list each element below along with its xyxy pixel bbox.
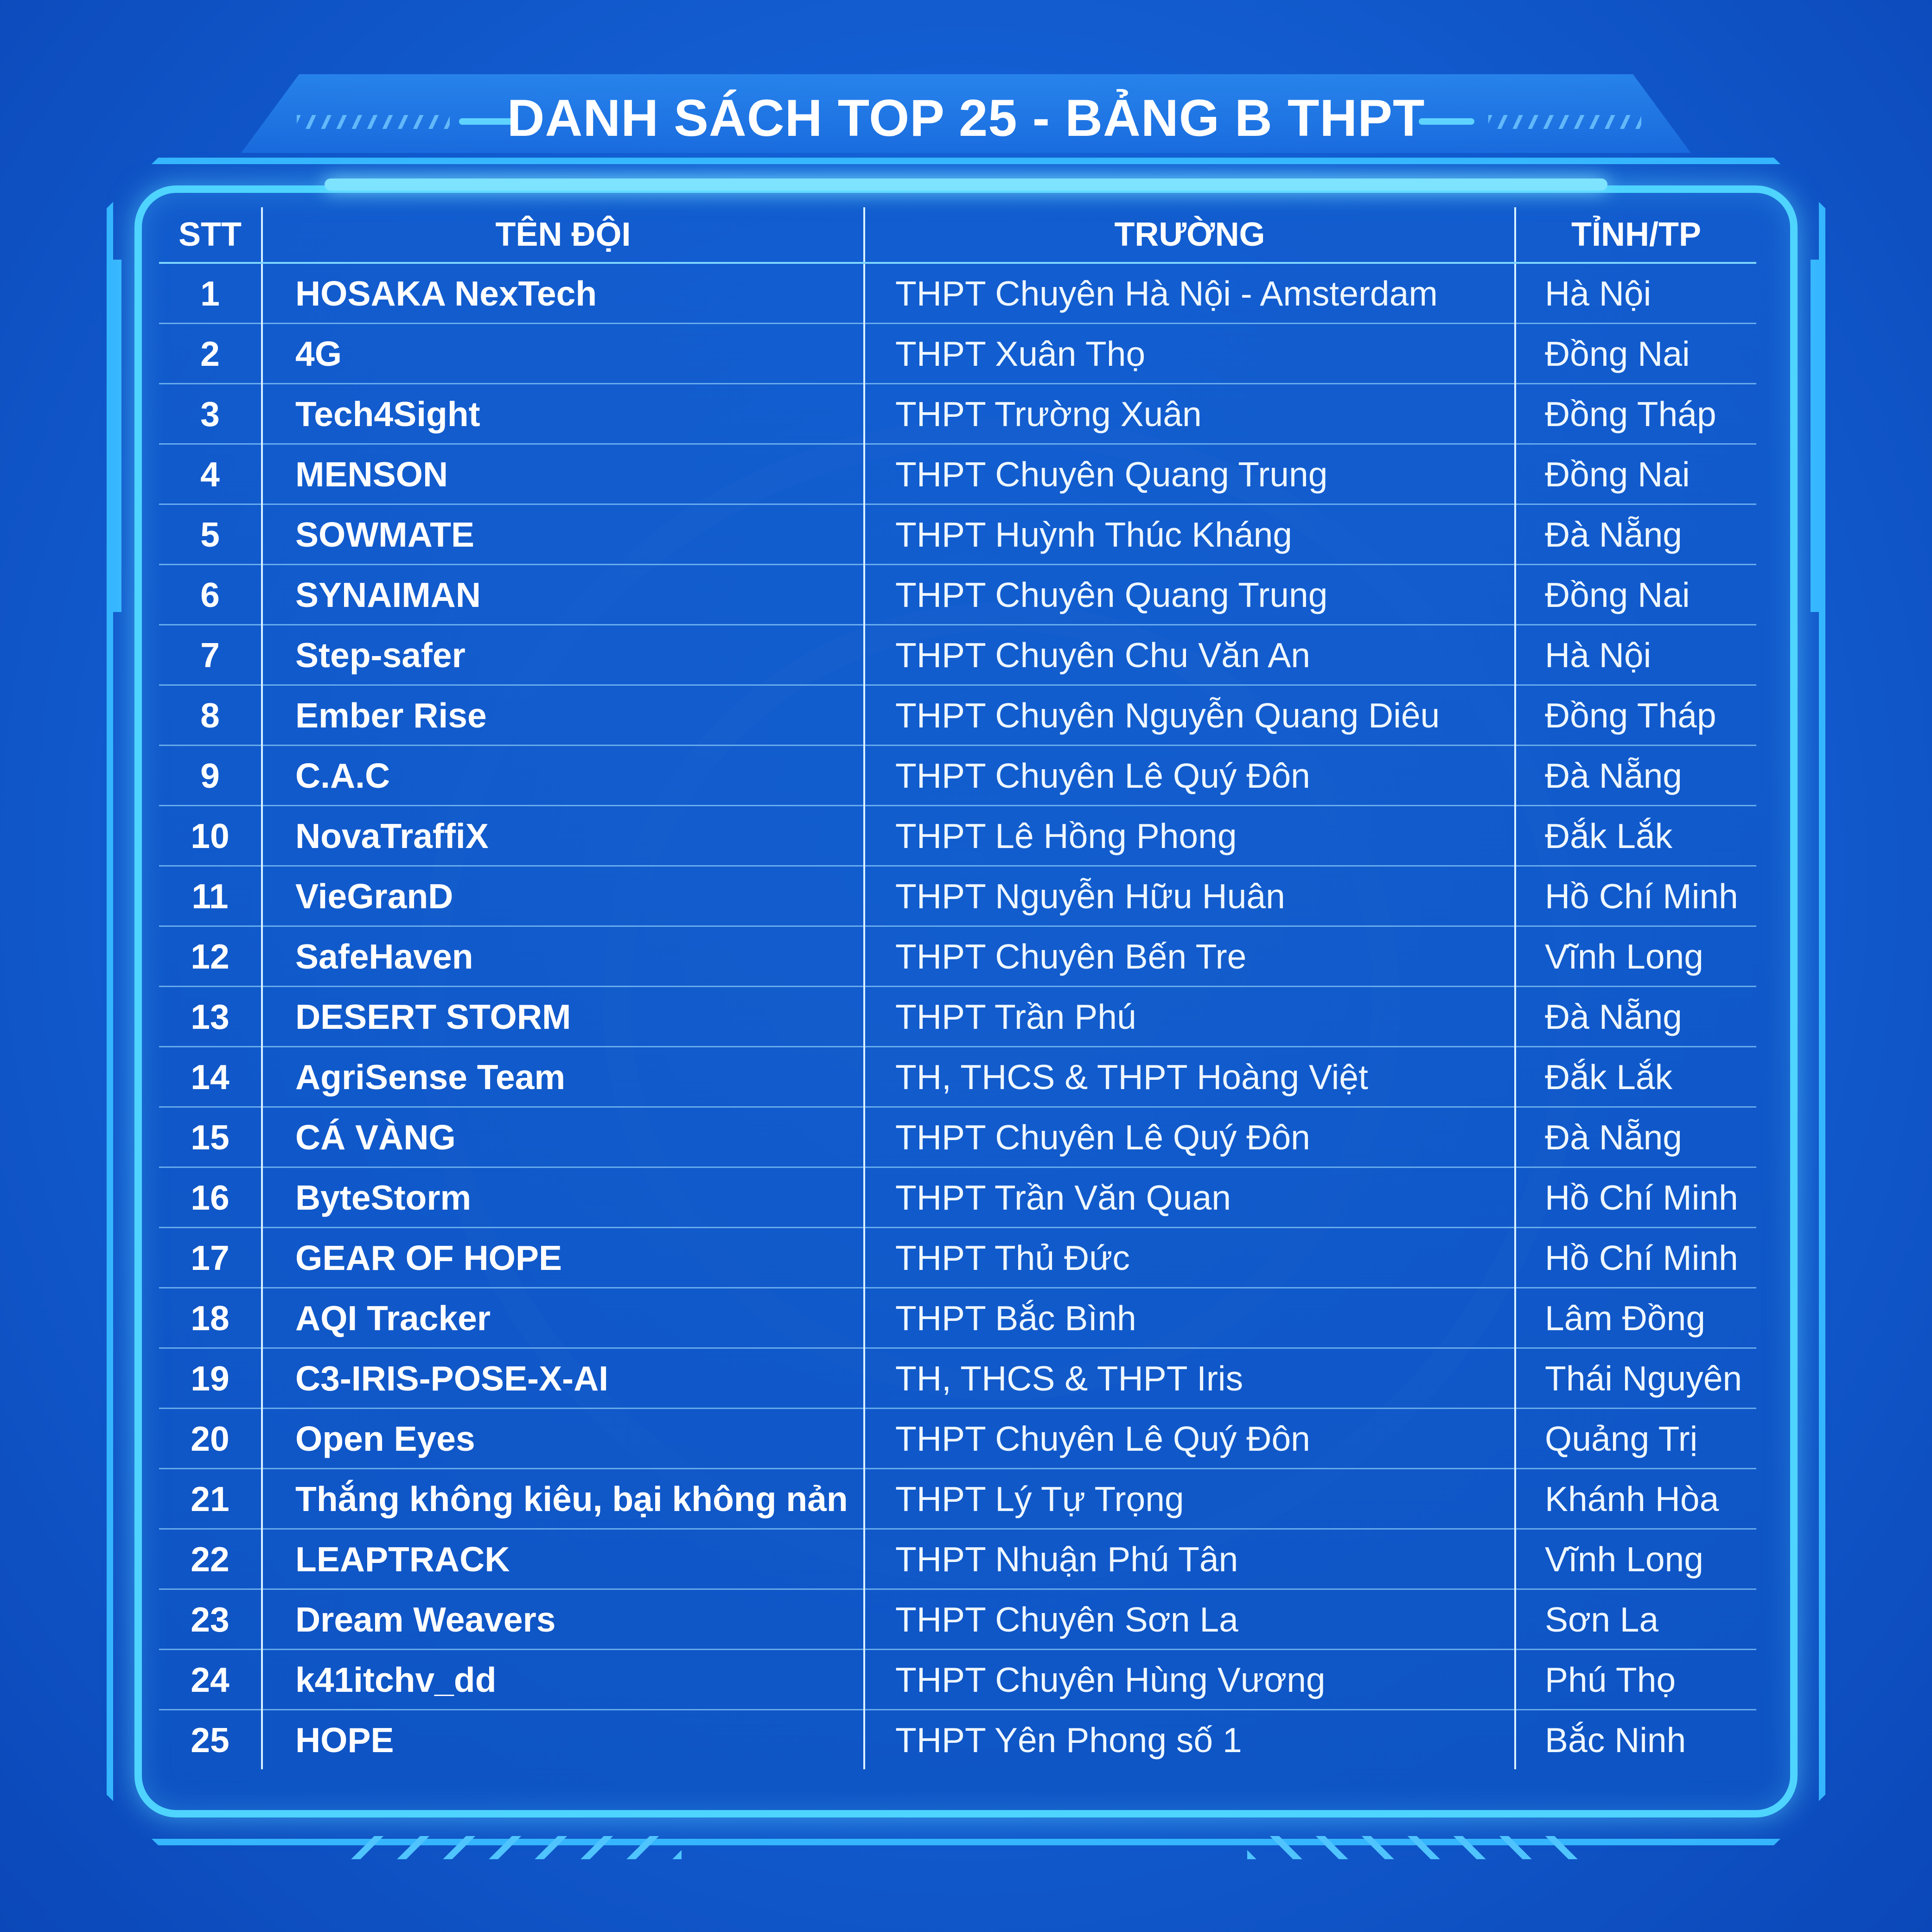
cell-stt: 3 — [159, 384, 262, 444]
cell-school: TH, THCS & THPT Iris — [864, 1348, 1515, 1409]
cell-team: SafeHaven — [262, 926, 864, 987]
cell-province: Bắc Ninh — [1545, 1720, 1686, 1760]
cell-province: Khánh Hòa — [1515, 1469, 1756, 1529]
table-row — [159, 1529, 1756, 1589]
cell-province: Vĩnh Long — [1515, 926, 1756, 987]
cell-stt: 14 — [159, 1047, 262, 1107]
side-frame-tab — [108, 260, 121, 612]
cell-school: TH, THCS & THPT Hoàng Việt — [864, 1047, 1515, 1107]
cell-team: GEAR OF HOPE — [262, 1228, 864, 1288]
cell-team: k41itchv_dd — [262, 1650, 864, 1710]
table-row — [159, 1288, 1756, 1348]
table-row — [159, 444, 1756, 504]
cell-stt: 25 — [159, 1710, 262, 1770]
cell-school: THPT Yên Phong số 1 — [864, 1710, 1515, 1770]
cell-province: Đà Nẵng — [1515, 1107, 1756, 1167]
cell-school: THPT Trần Phú — [864, 987, 1515, 1047]
cell-stt: 16 — [159, 1167, 262, 1228]
cell-team: Dream Weavers — [262, 1589, 864, 1650]
cell-school: THPT Thủ Đức — [864, 1228, 1515, 1288]
cell-stt: 7 — [159, 625, 262, 685]
cell-stt: 24 — [159, 1650, 262, 1710]
cell-team: NovaTraffiX — [262, 806, 864, 866]
cell-team: Tech4Sight — [262, 384, 864, 444]
cell-school: THPT Nhuận Phú Tân — [864, 1529, 1515, 1589]
cell-team: ByteStorm — [262, 1167, 864, 1228]
table-row — [159, 324, 1756, 384]
cell-stt: 19 — [159, 1348, 262, 1409]
page-title: DANH SÁCH TOP 25 - BẢNG B THPT — [507, 89, 1425, 147]
header-province: TỈNH/TP — [1515, 207, 1756, 263]
cell-stt: 18 — [159, 1288, 262, 1348]
cell-stt: 5 — [159, 504, 262, 565]
cell-school: THPT Chuyên Lê Quý Đôn — [864, 1409, 1515, 1469]
cell-team: HOPE — [262, 1710, 864, 1770]
cell-stt: 8 — [159, 685, 262, 746]
cell-stt: 10 — [159, 806, 262, 866]
cell-school: THPT Chuyên Quang Trung — [864, 444, 1515, 504]
cell-school: THPT Xuân Thọ — [864, 324, 1515, 384]
cell-school: THPT Lê Hồng Phong — [864, 806, 1515, 866]
cell-school: THPT Chuyên Nguyễn Quang Diêu — [864, 685, 1515, 746]
cell-province: Lâm Đồng — [1515, 1288, 1756, 1348]
table-row — [159, 1710, 1756, 1770]
cell-team: HOSAKA NexTech — [262, 263, 864, 324]
cell-province: Đà Nẵng — [1515, 504, 1756, 565]
cell-team: Open Eyes — [262, 1409, 864, 1469]
cell-province: Đồng Nai — [1515, 444, 1756, 504]
cell-school: THPT Chuyên Sơn La — [864, 1589, 1515, 1650]
cell-school: THPT Chuyên Hà Nội - Amsterdam — [864, 263, 1515, 324]
cell-school: THPT Bắc Bình — [864, 1288, 1515, 1348]
cell-team: CÁ VÀNG — [262, 1107, 864, 1167]
cell-stt: 4 — [159, 444, 262, 504]
cell-stt: 20 — [159, 1409, 262, 1469]
cell-province: Hồ Chí Minh — [1515, 866, 1756, 926]
cell-team: SOWMATE — [262, 504, 864, 565]
table-row — [159, 987, 1756, 1047]
cell-province: Hà Nội — [1515, 625, 1756, 685]
cell-school: THPT Chuyên Chu Văn An — [864, 625, 1515, 685]
cell-school: THPT Huỳnh Thúc Kháng — [864, 504, 1515, 565]
table-row — [159, 625, 1756, 685]
cell-team: C.A.C — [262, 746, 864, 806]
cell-stt: 13 — [159, 987, 262, 1047]
cell-stt: 21 — [159, 1469, 262, 1529]
header-school: TRƯỜNG — [864, 207, 1515, 263]
table-row — [159, 806, 1756, 866]
cell-school: THPT Chuyên Quang Trung — [864, 565, 1515, 625]
cell-province: Đà Nẵng — [1515, 987, 1756, 1047]
cell-school: THPT Chuyên Lê Quý Đôn — [864, 746, 1515, 806]
cell-province: Đồng Nai — [1515, 565, 1756, 625]
table-row — [159, 1228, 1756, 1288]
table-row — [159, 504, 1756, 565]
table-row — [159, 1047, 1756, 1107]
bottom-hatch-right — [1247, 1836, 1581, 1859]
cell-province: Hà Nội — [1515, 263, 1756, 324]
cell-team: Thắng không kiêu, bại không nản — [262, 1469, 864, 1529]
cell-province: Đắk Lắk — [1515, 806, 1756, 866]
cell-team: SYNAIMAN — [262, 565, 864, 625]
table-row — [159, 1167, 1756, 1228]
cell-school: THPT Lý Tự Trọng — [864, 1469, 1515, 1529]
table-row — [159, 1107, 1756, 1167]
cell-school: THPT Nguyễn Hữu Huân — [864, 866, 1515, 926]
cell-school: THPT Trường Xuân — [864, 384, 1515, 444]
cell-province: Đà Nẵng — [1515, 746, 1756, 806]
table-row — [159, 1469, 1756, 1529]
cell-stt: 22 — [159, 1529, 262, 1589]
cell-team: LEAPTRACK — [262, 1529, 864, 1589]
cell-stt: 15 — [159, 1107, 262, 1167]
table-row — [159, 866, 1756, 926]
cell-team: Step-safer — [262, 625, 864, 685]
cell-province: Thái Nguyên — [1515, 1348, 1756, 1409]
cell-team: AgriSense Team — [262, 1047, 864, 1107]
cell-province: Vĩnh Long — [1515, 1529, 1756, 1589]
cell-team: Ember Rise — [262, 685, 864, 746]
cell-school: THPT Chuyên Bến Tre — [864, 926, 1515, 987]
cell-team: 4G — [262, 324, 864, 384]
table-row — [159, 263, 1756, 324]
cell-stt: 23 — [159, 1589, 262, 1650]
cell-province: Quảng Trị — [1515, 1409, 1756, 1469]
cell-school: THPT Trần Văn Quan — [864, 1167, 1515, 1228]
cell-province: Đồng Tháp — [1515, 685, 1756, 746]
cell-province: Đồng Nai — [1515, 324, 1756, 384]
cell-team: C3-IRIS-POSE-X-AI — [262, 1348, 864, 1409]
cell-team: MENSON — [262, 444, 864, 504]
cell-province: Sơn La — [1515, 1589, 1756, 1650]
table-row — [159, 685, 1756, 746]
cell-school: THPT Chuyên Lê Quý Đôn — [864, 1107, 1515, 1167]
bottom-hatch-left — [348, 1836, 682, 1859]
header-team: TÊN ĐỘI — [262, 207, 864, 263]
cell-stt: 1 — [159, 263, 262, 324]
cell-stt: 12 — [159, 926, 262, 987]
header-row — [159, 207, 1756, 263]
panel-top-glow — [325, 179, 1607, 191]
cell-team: DESERT STORM — [262, 987, 864, 1047]
cell-team: VieGranD — [262, 866, 864, 926]
cell-stt: 9 — [159, 746, 262, 806]
cell-team: AQI Tracker — [262, 1288, 864, 1348]
cell-stt: 2 — [159, 324, 262, 384]
cell-province: Phú Thọ — [1515, 1650, 1756, 1710]
cell-stt: 6 — [159, 565, 262, 625]
table-row — [159, 1589, 1756, 1650]
header-stt: STT — [159, 207, 262, 263]
table-row — [159, 746, 1756, 806]
ranking-table — [159, 207, 1756, 1769]
table-row — [159, 1650, 1756, 1710]
cell-stt: 17 — [159, 1228, 262, 1288]
cell-school: THPT Chuyên Hùng Vương — [864, 1650, 1515, 1710]
cell-province: Đồng Tháp — [1515, 384, 1756, 444]
cell-province: Hồ Chí Minh — [1515, 1167, 1756, 1228]
table-row — [159, 384, 1756, 444]
table-row — [159, 1409, 1756, 1469]
table-row — [159, 926, 1756, 987]
cell-stt: 11 — [159, 866, 262, 926]
cell-province: Hồ Chí Minh — [1515, 1228, 1756, 1288]
table-row — [159, 565, 1756, 625]
cell-province: Đắk Lắk — [1515, 1047, 1756, 1107]
side-frame-tab — [1811, 260, 1824, 612]
table-row — [159, 1348, 1756, 1409]
